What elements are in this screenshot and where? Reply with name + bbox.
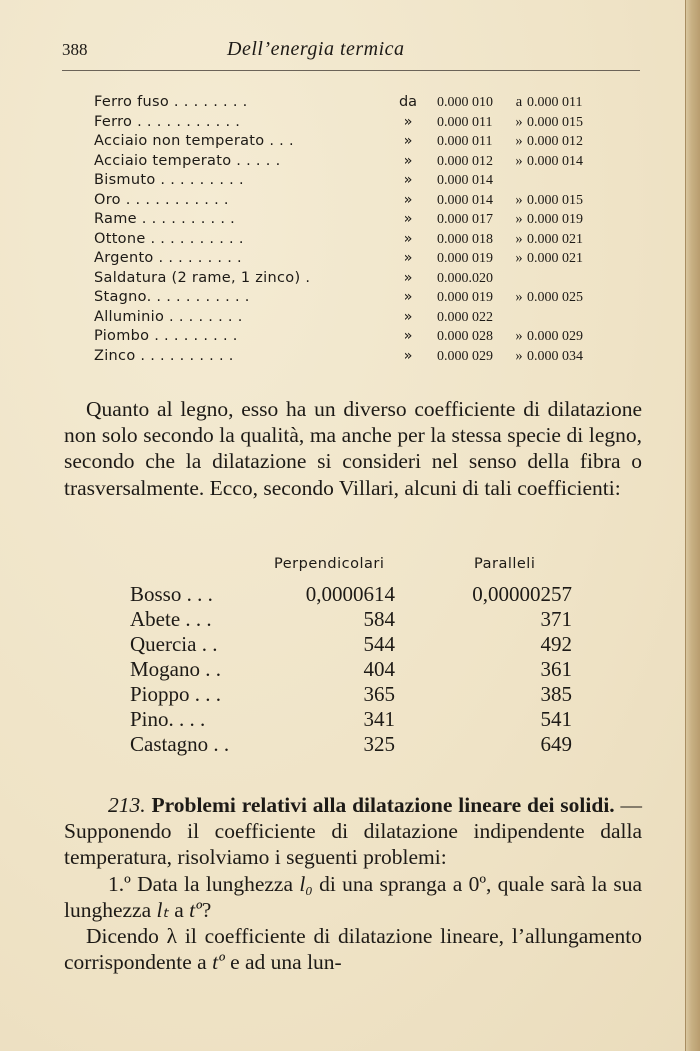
metal-prefix: » (403, 230, 413, 247)
section-title: Problemi relativi alla dilatazione lineare dei solidi. (151, 793, 615, 817)
metal-name: Argento . . . . . . . . . (94, 250, 242, 266)
metal-name: Stagno. . . . . . . . . . . (94, 289, 250, 305)
metal-row (94, 152, 634, 172)
problem-1-text-d: ? (201, 897, 212, 922)
metal-row (94, 210, 634, 230)
metal-value-to: 0.000 014 (527, 153, 583, 169)
metal-row (94, 347, 634, 367)
metal-prefix: » (403, 113, 413, 130)
wood-perpendicular-value: 0,0000614 (305, 582, 395, 606)
page-header (62, 38, 642, 68)
metal-value-from: 0.000 014 (437, 192, 493, 208)
page-gutter (685, 0, 700, 1051)
metals-expansion-table (94, 93, 634, 366)
variable-t-2: tº (212, 950, 225, 975)
problem-1-text-b: di una spranga a 0º, quale sarà la sua lunghezza (64, 871, 642, 922)
metal-value-to: 0.000 019 (527, 212, 583, 227)
metal-value-from: 0.000 028 (437, 329, 493, 344)
metal-name: Zinco . . . . . . . . . . (94, 347, 234, 364)
wood-parallel-value: 492 (540, 632, 572, 656)
problem-1 (64, 871, 642, 923)
last-paragraph-text-a: Dicendo λ il coefficiente di dilatazione lineare, l’allungamento corrispondente a (64, 924, 642, 975)
metal-row (94, 171, 634, 191)
wood-row (130, 632, 590, 657)
metal-value-from: 0.000 012 (437, 153, 493, 169)
metal-separator: » (515, 152, 523, 169)
wood-perpendicular-value: 584 (363, 607, 395, 631)
problem-1-text-a: 1.º Data la lunghezza (108, 871, 300, 896)
wood-parallel-value: 371 (540, 607, 572, 631)
wood-perpendicular-value: 544 (363, 632, 395, 656)
metal-prefix: » (403, 191, 413, 208)
metal-value-to: 0.000 015 (527, 192, 583, 208)
metal-prefix: da (398, 94, 418, 110)
wood-row (130, 732, 590, 757)
metal-prefix: » (403, 328, 413, 344)
metal-prefix: » (403, 308, 413, 325)
metal-separator: » (515, 347, 523, 364)
wood-perpendicular-value: 404 (363, 657, 395, 681)
metal-value-to: 0.000 021 (527, 251, 583, 266)
metal-value-to: 0.000 029 (527, 329, 583, 344)
metal-separator: » (515, 113, 523, 130)
metal-prefix: » (403, 289, 413, 305)
metal-name: Acciaio non temperato . . . (94, 133, 294, 149)
metal-value-from: 0.000 018 (437, 231, 493, 247)
metal-name: Ferro fuso . . . . . . . . (94, 94, 248, 110)
section-paragraph (64, 792, 642, 871)
metal-row (94, 308, 634, 328)
metal-value-from: 0.000 019 (437, 290, 493, 305)
metal-prefix: » (403, 152, 413, 169)
column-header-parallel: Paralleli (474, 556, 536, 572)
metal-value-to: 0.000 034 (527, 348, 583, 364)
metal-value-from: 0.000 014 (437, 173, 493, 188)
metal-name: Alluminio . . . . . . . . (94, 308, 243, 325)
wood-row (130, 607, 590, 632)
wood-name: Pioppo . . . (130, 682, 222, 706)
metal-name: Saldatura (2 rame, 1 zinco) . (94, 269, 311, 286)
metal-row (94, 288, 634, 308)
metal-value-from: 0.000 010 (437, 95, 493, 110)
wood-name: Mogano . . (130, 657, 221, 681)
section-body: — Supponendo il coefficiente di dilatazione indipendente dalla temperatura, risolviamo i seguenti problemi: (64, 793, 643, 870)
metal-name: Rame . . . . . . . . . . (94, 211, 236, 227)
metal-name: Acciaio temperato . . . . . (94, 152, 281, 169)
metal-name: Ferro . . . . . . . . . . . (94, 113, 241, 130)
wood-name: Abete . . . (130, 607, 212, 631)
metal-value-from: 0.000 011 (437, 114, 493, 130)
metal-separator: » (515, 211, 523, 227)
metal-name: Bismuto . . . . . . . . . (94, 172, 244, 188)
wood-row (130, 657, 590, 682)
wood-paragraph (64, 396, 642, 501)
header-rule (62, 70, 640, 71)
section-number: 213. (108, 793, 146, 817)
metal-row (94, 113, 634, 133)
metal-prefix: » (403, 250, 413, 266)
metal-value-from: 0.000 019 (437, 251, 493, 266)
wood-parallel-value: 649 (540, 732, 572, 756)
wood-row (130, 682, 590, 707)
metal-separator: » (515, 191, 523, 208)
last-paragraph (64, 923, 642, 975)
metal-separator: » (515, 230, 523, 247)
variable-l0: l₀ (299, 871, 313, 896)
metal-row (94, 132, 634, 152)
wood-perpendicular-value: 325 (363, 732, 395, 756)
metal-prefix: » (403, 347, 413, 364)
running-title: Dell’energia termica (227, 38, 405, 60)
last-paragraph-text-b: e ad una lun- (224, 950, 342, 975)
wood-name: Quercia . . (130, 632, 218, 656)
wood-parallel-value: 361 (540, 657, 572, 681)
metal-name: Piombo . . . . . . . . . (94, 328, 238, 344)
metal-row (94, 327, 634, 347)
wood-row (130, 582, 590, 607)
wood-row (130, 707, 590, 732)
metal-separator: » (515, 133, 523, 149)
wood-name: Pino. . . . (130, 707, 206, 731)
page-number: 388 (62, 40, 88, 59)
wood-parallel-value: 385 (540, 682, 572, 706)
metal-value-to: 0.000 012 (527, 134, 583, 149)
metal-separator: » (515, 289, 523, 305)
metal-row (94, 191, 634, 211)
metal-prefix: » (403, 211, 413, 227)
metal-value-from: 0.000 011 (437, 134, 493, 149)
metal-name: Oro . . . . . . . . . . . (94, 191, 229, 208)
variable-lt: lₜ (156, 897, 169, 922)
metal-separator: » (515, 250, 523, 266)
wood-parallel-value: 541 (540, 707, 572, 731)
column-header-perpendicular: Perpendicolari (274, 556, 385, 572)
wood-expansion-table (130, 582, 590, 757)
metal-prefix: » (403, 172, 413, 188)
metal-value-from: 0.000 017 (437, 212, 493, 227)
wood-name: Castagno . . (130, 732, 230, 756)
wood-perpendicular-value: 365 (363, 682, 395, 706)
metal-name: Ottone . . . . . . . . . . (94, 230, 244, 247)
metal-prefix: » (403, 269, 413, 286)
metal-row (94, 93, 634, 113)
metal-value-from: 0.000 029 (437, 348, 493, 364)
metal-row (94, 230, 634, 250)
variable-t: tº (189, 897, 202, 922)
section-213 (64, 792, 642, 975)
metal-separator: a (515, 94, 523, 110)
metal-separator: » (515, 328, 523, 344)
metal-value-to: 0.000 021 (527, 231, 583, 247)
metal-value-to: 0.000 015 (527, 114, 583, 130)
metal-value-from: 0.000.020 (437, 270, 493, 286)
metal-row (94, 269, 634, 289)
wood-perpendicular-value: 341 (363, 707, 395, 731)
wood-paragraph-text: Quanto al legno, esso ha un diverso coefficiente di dilatazione non solo secondo la qualità, ma anche per la stessa specie di legno, secondo che la dilatazione si consideri nel senso della fibra o trasversalmente. Ecco, secondo Villari, alcuni di tali coefficienti: (64, 397, 642, 500)
metal-prefix: » (403, 133, 413, 149)
problem-1-text-c: a (168, 897, 190, 922)
metal-value-to: 0.000 025 (527, 290, 583, 305)
metal-value-from: 0.000 022 (437, 309, 493, 325)
metal-value-to: 0.000 011 (527, 95, 583, 110)
wood-parallel-value: 0,00000257 (472, 582, 572, 606)
wood-name: Bosso . . . (130, 582, 213, 606)
metal-row (94, 249, 634, 269)
